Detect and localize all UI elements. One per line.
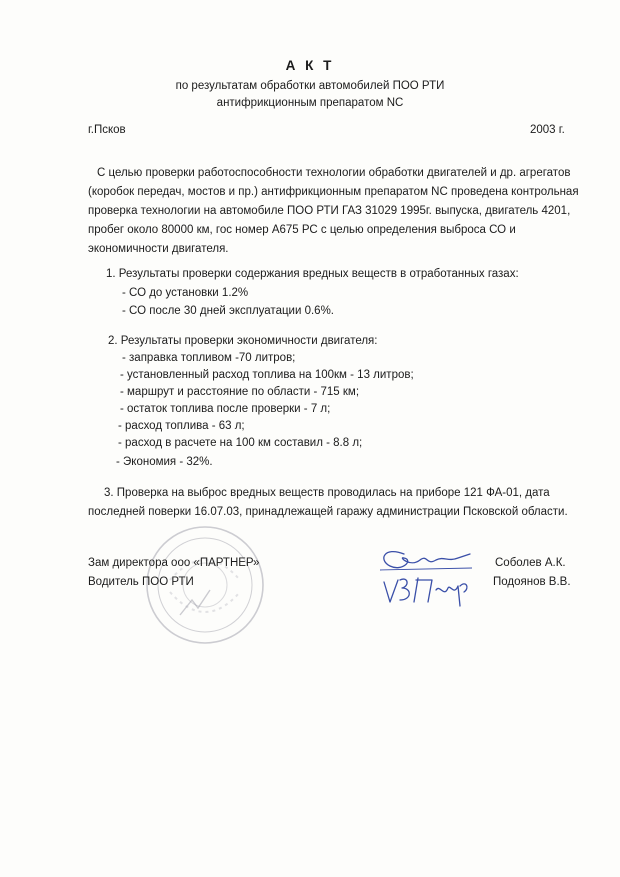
intro-line: проверка технологии на автомобиле ПОО РТИ ГАЗ 31029 1995г. выпуска, двигатель 4201, [88, 205, 571, 217]
document-title: А К Т [285, 58, 335, 73]
signature-role-2: Водитель ПОО РТИ [88, 576, 194, 588]
section-3-line: последней поверки 16.07.03, принадлежащей гаражу администрации Псковской области. [88, 506, 568, 518]
signature-role-1: Зам директора ооо «ПАРТНЕР» [88, 557, 260, 569]
document-subtitle-line-1: по результатам обработки автомобилей ПОО РТИ [175, 80, 445, 92]
section-2-item: - заправка топливом -70 литров; [122, 352, 296, 364]
year: 2003 г. [530, 124, 565, 136]
intro-line: экономичности двигателя. [88, 243, 229, 255]
section-2-item: - маршрут и расстояние по области - 715 км; [120, 386, 360, 398]
section-2-item: - установленный расход топлива на 100км - 13 литров; [120, 369, 414, 381]
handwritten-signatures [374, 540, 484, 615]
intro-line: С целью проверки работоспособности технологии обработки двигателей и др. агрегатов [97, 167, 571, 179]
intro-line: (коробок передач, мостов и пр.) антифрикционным препаратом NC проведена контрольная [88, 186, 579, 198]
section-2-item: - расход в расчете на 100 км составил - 8.8 л; [118, 437, 363, 449]
signature-underline [380, 568, 472, 570]
section-2-item: - расход топлива - 63 л; [118, 420, 245, 432]
signature-name-1: Соболев А.К. [495, 557, 566, 569]
section-1-item: - СО после 30 дней эксплуатации 0.6%. [122, 305, 335, 317]
section-1-heading: 1. Результаты проверки содержания вредных веществ в отработанных газах: [106, 268, 519, 280]
intro-line: пробег около 80000 км, гос номер А675 РС с целью определения выброса СО и [88, 224, 516, 236]
section-1-item: - СО до установки 1.2% [122, 287, 249, 299]
section-3-paragraph [88, 484, 588, 522]
city: г.Псков [88, 124, 126, 136]
document-subtitle-line-2: антифрикционным препаратом NC [216, 97, 404, 109]
intro-paragraph [88, 164, 588, 259]
signature-name-2: Подоянов В.В. [493, 576, 571, 588]
section-3-line: 3. Проверка на выброс вредных веществ проводилась на приборе 121 ФА-01, дата [104, 487, 550, 499]
section-2-heading: 2. Результаты проверки экономичности двигателя: [108, 335, 378, 347]
section-2-item: - Экономия - 32%. [116, 456, 213, 468]
signature-podoyanov [384, 578, 467, 606]
stamp-text-arc [170, 592, 240, 612]
signature-sobolev [384, 552, 470, 568]
section-2-item: - остаток топлива после проверки - 7 л; [120, 403, 331, 415]
